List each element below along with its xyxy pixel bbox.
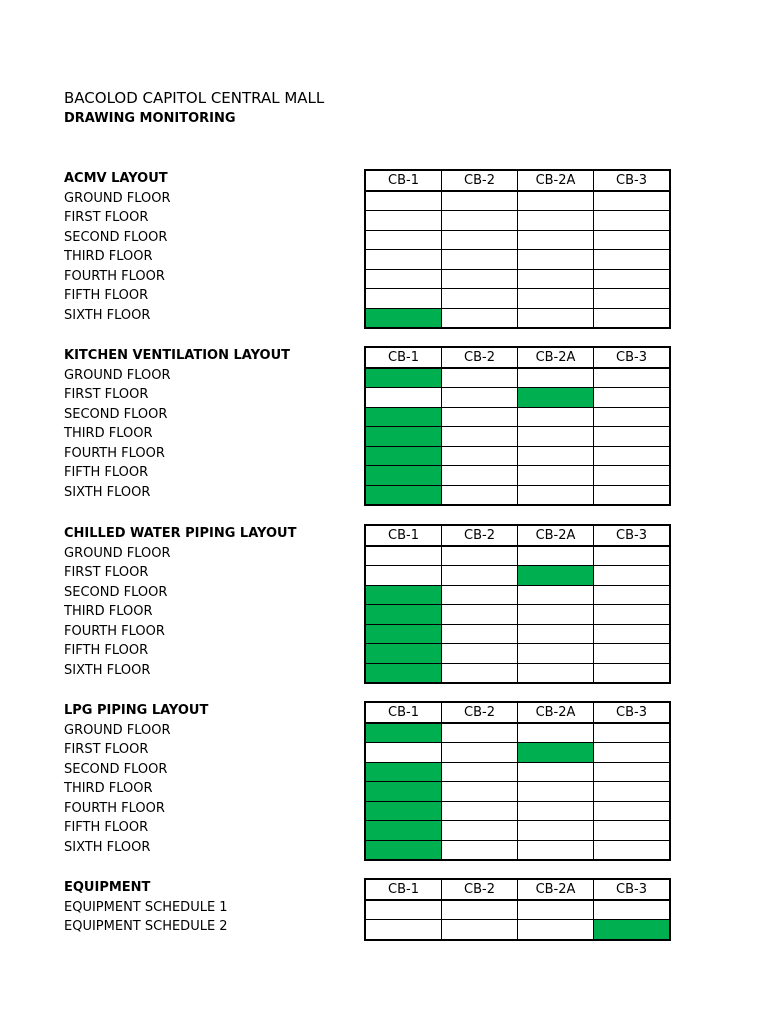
status-cell [518, 821, 594, 841]
table-row [365, 762, 670, 782]
status-cell-done [365, 723, 442, 743]
status-cell [594, 663, 671, 683]
status-cell [594, 485, 671, 505]
status-cell [442, 605, 518, 625]
status-cell [594, 466, 671, 486]
column-header: CB-3 [594, 347, 671, 368]
column-header: CB-2A [518, 702, 594, 723]
status-cell [365, 388, 442, 408]
status-cell-done [365, 801, 442, 821]
column-header: CB-2A [518, 525, 594, 546]
status-cell [365, 191, 442, 211]
status-cell [518, 644, 594, 664]
status-cell [442, 466, 518, 486]
status-cell [365, 250, 442, 270]
status-cell [518, 840, 594, 860]
row-label: FOURTH FLOOR [64, 445, 165, 461]
status-cell [442, 388, 518, 408]
status-cell [365, 743, 442, 763]
row-label: FOURTH FLOOR [64, 268, 165, 284]
column-header: CB-1 [365, 702, 442, 723]
status-cell [594, 191, 671, 211]
row-label: SECOND FLOOR [64, 761, 168, 777]
status-cell [365, 566, 442, 586]
row-label: FIFTH FLOOR [64, 465, 149, 480]
column-header: CB-2A [518, 170, 594, 191]
section-heading: LPG PIPING LAYOUT [64, 703, 209, 718]
status-cell-done [365, 446, 442, 466]
status-cell-done [365, 762, 442, 782]
row-label: FIFTH FLOOR [64, 643, 149, 658]
section-heading: CHILLED WATER PIPING LAYOUT [64, 526, 297, 541]
status-cell [518, 723, 594, 743]
status-cell [518, 920, 594, 940]
row-label: SECOND FLOOR [64, 406, 168, 422]
status-cell [594, 900, 671, 920]
status-cell [594, 840, 671, 860]
table-row [365, 920, 670, 940]
status-cell-done [365, 407, 442, 427]
status-cell-done [365, 605, 442, 625]
status-cell [365, 546, 442, 566]
status-cell [442, 211, 518, 231]
section-heading: EQUIPMENT [64, 880, 151, 895]
status-grid [364, 524, 671, 684]
row-label: THIRD FLOOR [64, 249, 153, 264]
status-cell [518, 801, 594, 821]
status-cell [518, 546, 594, 566]
row-label: FIRST FLOOR [64, 387, 149, 402]
table-row [365, 191, 670, 211]
table-row [365, 485, 670, 505]
status-cell [442, 900, 518, 920]
status-cell [594, 289, 671, 309]
column-header: CB-2 [442, 879, 518, 900]
status-cell-done [365, 663, 442, 683]
status-cell [442, 585, 518, 605]
status-cell [518, 624, 594, 644]
table-row [365, 269, 670, 289]
status-cell [442, 485, 518, 505]
status-cell [594, 407, 671, 427]
status-cell [442, 801, 518, 821]
status-cell [518, 308, 594, 328]
status-cell [594, 762, 671, 782]
status-cell-done [518, 743, 594, 763]
status-cell [594, 605, 671, 625]
status-cell [442, 407, 518, 427]
status-cell [594, 821, 671, 841]
status-cell-done [365, 466, 442, 486]
row-label: GROUND FLOOR [64, 367, 171, 383]
status-cell [594, 269, 671, 289]
column-header: CB-3 [594, 170, 671, 191]
status-cell [518, 407, 594, 427]
table-row [365, 546, 670, 566]
status-cell-done [365, 644, 442, 664]
status-cell-done [518, 566, 594, 586]
row-label: FIFTH FLOOR [64, 820, 149, 835]
status-cell-done [365, 624, 442, 644]
section-heading: KITCHEN VENTILATION LAYOUT [64, 348, 291, 363]
status-cell [594, 388, 671, 408]
status-cell [594, 801, 671, 821]
column-header: CB-2 [442, 170, 518, 191]
status-cell [442, 566, 518, 586]
status-cell [365, 230, 442, 250]
status-cell [518, 585, 594, 605]
column-header: CB-2 [442, 525, 518, 546]
document-title: BACOLOD CAPITOL CENTRAL MALL [64, 89, 325, 107]
table-row [365, 388, 670, 408]
status-cell [442, 782, 518, 802]
status-cell-done [365, 821, 442, 841]
status-cell [594, 211, 671, 231]
table-row [365, 250, 670, 270]
status-grid [364, 701, 671, 861]
status-cell [518, 762, 594, 782]
status-cell [365, 289, 442, 309]
status-cell [442, 191, 518, 211]
table-row [365, 663, 670, 683]
row-label: SIXTH FLOOR [64, 662, 151, 678]
status-cell [518, 605, 594, 625]
status-cell-done [594, 920, 671, 940]
column-header: CB-3 [594, 525, 671, 546]
status-cell [518, 191, 594, 211]
row-label: GROUND FLOOR [64, 190, 171, 206]
column-header: CB-2 [442, 702, 518, 723]
status-cell [442, 269, 518, 289]
status-cell [442, 546, 518, 566]
status-cell [518, 427, 594, 447]
column-header: CB-1 [365, 347, 442, 368]
status-cell-done [518, 388, 594, 408]
status-cell [442, 644, 518, 664]
section-heading: ACMV LAYOUT [64, 171, 168, 186]
status-cell [594, 723, 671, 743]
status-cell [518, 230, 594, 250]
status-cell [442, 624, 518, 644]
row-label: THIRD FLOOR [64, 781, 153, 796]
status-cell [518, 900, 594, 920]
status-cell [442, 308, 518, 328]
status-cell [442, 743, 518, 763]
status-cell [442, 762, 518, 782]
table-row [365, 900, 670, 920]
table-row [365, 801, 670, 821]
status-cell [518, 289, 594, 309]
table-row [365, 211, 670, 231]
row-label: FOURTH FLOOR [64, 800, 165, 816]
status-cell [442, 840, 518, 860]
table-row [365, 427, 670, 447]
table-row [365, 407, 670, 427]
row-label: SIXTH FLOOR [64, 839, 151, 855]
status-cell [518, 250, 594, 270]
status-cell [365, 920, 442, 940]
status-cell [442, 289, 518, 309]
status-cell [518, 211, 594, 231]
table-row [365, 782, 670, 802]
status-cell-done [365, 782, 442, 802]
column-header: CB-1 [365, 170, 442, 191]
row-label: SIXTH FLOOR [64, 484, 151, 500]
status-cell [594, 546, 671, 566]
status-cell-done [365, 308, 442, 328]
row-label: FIRST FLOOR [64, 742, 149, 757]
status-cell [442, 663, 518, 683]
status-grid [364, 346, 671, 506]
status-grid [364, 169, 671, 329]
table-row [365, 743, 670, 763]
column-header: CB-3 [594, 879, 671, 900]
status-cell-done [365, 840, 442, 860]
column-header: CB-1 [365, 879, 442, 900]
status-grid [364, 878, 671, 941]
status-cell [442, 427, 518, 447]
status-cell [518, 663, 594, 683]
table-row [365, 840, 670, 860]
status-cell [594, 427, 671, 447]
table-row [365, 230, 670, 250]
status-cell [594, 250, 671, 270]
table-row [365, 644, 670, 664]
status-cell-done [365, 427, 442, 447]
row-label: EQUIPMENT SCHEDULE 1 [64, 899, 228, 915]
table-row [365, 585, 670, 605]
row-label: SECOND FLOOR [64, 584, 168, 600]
table-row [365, 566, 670, 586]
status-cell [594, 308, 671, 328]
row-label: THIRD FLOOR [64, 426, 153, 441]
status-cell [594, 446, 671, 466]
status-cell [442, 230, 518, 250]
status-cell [594, 624, 671, 644]
row-label: GROUND FLOOR [64, 545, 171, 561]
status-cell [594, 585, 671, 605]
status-cell [518, 782, 594, 802]
table-row [365, 821, 670, 841]
column-header: CB-2A [518, 347, 594, 368]
status-cell [442, 821, 518, 841]
status-cell [518, 269, 594, 289]
status-cell [518, 485, 594, 505]
status-cell [594, 368, 671, 388]
status-cell [518, 466, 594, 486]
table-row [365, 624, 670, 644]
status-cell [594, 644, 671, 664]
status-cell [518, 446, 594, 466]
status-cell [365, 211, 442, 231]
row-label: EQUIPMENT SCHEDULE 2 [64, 919, 228, 934]
status-cell [518, 368, 594, 388]
status-cell-done [365, 368, 442, 388]
table-row [365, 289, 670, 309]
row-label: FIFTH FLOOR [64, 288, 149, 303]
column-header: CB-2A [518, 879, 594, 900]
status-cell [594, 743, 671, 763]
status-cell [442, 446, 518, 466]
table-row [365, 605, 670, 625]
row-label: GROUND FLOOR [64, 722, 171, 738]
status-cell [365, 269, 442, 289]
table-row [365, 446, 670, 466]
row-label: THIRD FLOOR [64, 604, 153, 619]
status-cell [594, 566, 671, 586]
row-label: SECOND FLOOR [64, 229, 168, 245]
column-header: CB-3 [594, 702, 671, 723]
row-label: FIRST FLOOR [64, 565, 149, 580]
table-row [365, 308, 670, 328]
status-cell [594, 782, 671, 802]
table-row [365, 368, 670, 388]
status-cell-done [365, 485, 442, 505]
status-cell [442, 723, 518, 743]
column-header: CB-1 [365, 525, 442, 546]
status-cell-done [365, 585, 442, 605]
status-cell [442, 250, 518, 270]
row-label: FOURTH FLOOR [64, 623, 165, 639]
status-cell [442, 368, 518, 388]
status-cell [442, 920, 518, 940]
document-subtitle: DRAWING MONITORING [64, 111, 236, 126]
table-row [365, 466, 670, 486]
status-cell [594, 230, 671, 250]
row-label: FIRST FLOOR [64, 210, 149, 225]
table-row [365, 723, 670, 743]
status-cell [365, 900, 442, 920]
row-label: SIXTH FLOOR [64, 307, 151, 323]
column-header: CB-2 [442, 347, 518, 368]
